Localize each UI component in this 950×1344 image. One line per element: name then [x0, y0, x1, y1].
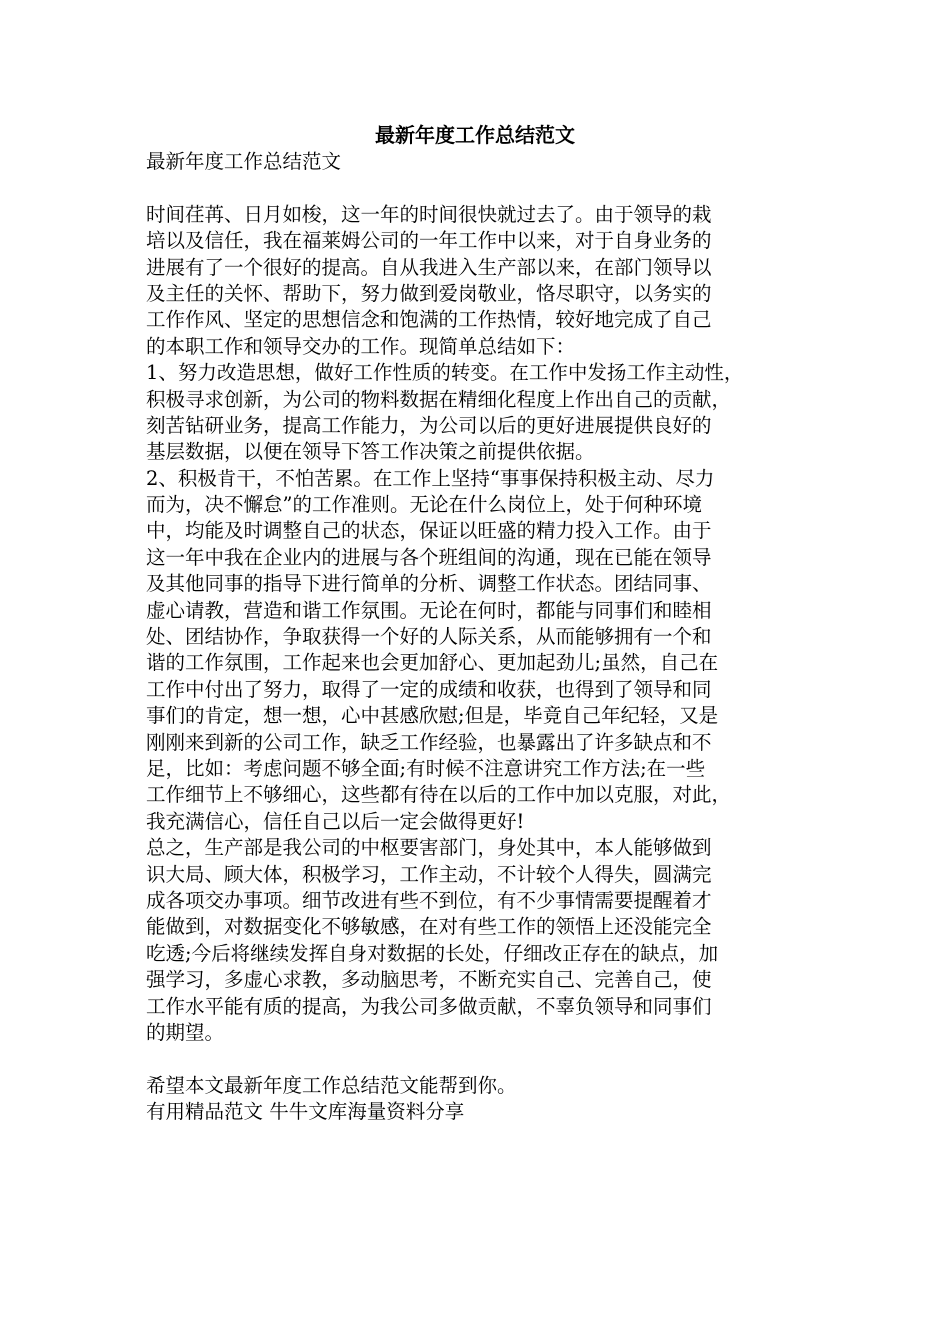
text-line: 工作细节上不够细心，这些都有待在以后的工作中加以克服，对此，: [146, 783, 732, 807]
text-line: 及其他同事的指导下进行简单的分析、调整工作状态。团结同事、: [146, 572, 712, 596]
text-line: 能做到，对数据变化不够敏感，在对有些工作的领悟上还没能完全: [146, 915, 712, 939]
text-line: 事们的肯定，想一想，心中甚感欣慰;但是，毕竟自己年纪轻，又是: [146, 704, 719, 728]
text-line: 的本职工作和领导交办的工作。现简单总结如下：: [146, 334, 576, 358]
text-line: 强学习，多虚心求教，多动脑思考，不断充实自己、完善自己，使: [146, 968, 712, 992]
text-line: 吃透;今后将继续发挥自身对数据的长处，仔细改正存在的缺点，加: [146, 941, 719, 965]
paragraph-point-1: [146, 360, 826, 466]
text-line: 培以及信任，我在福莱姆公司的一年工作中以来，对于自身业务的: [146, 229, 712, 253]
text-line: 谐的工作氛围，工作起来也会更加舒心、更加起劲儿;虽然，自己在: [146, 651, 719, 675]
text-line: 足，比如：考虑问题不够全面;有时候不注意讲究工作方法;在一些: [146, 756, 706, 780]
text-line: 基层数据，以便在领导下答工作决策之前提供依据。: [146, 440, 595, 464]
paragraph-point-2: [146, 466, 826, 835]
text-line: 成各项交办事项。细节改进有些不到位，有不少事情需要提醒着才: [146, 888, 712, 912]
text-line: 处、团结协作，争取获得一个好的人际关系，从而能够拥有一个和: [146, 625, 712, 649]
text-line: 这一年中我在企业内的进展与各个班组间的沟通，现在已能在领导: [146, 545, 712, 569]
text-line: 虚心请教，营造和谐工作氛围。无论在何时，都能与同事们和睦相: [146, 598, 712, 622]
text-line: 而为，决不懈怠”的工作准则。无论在什么岗位上，处于何种环境: [146, 493, 702, 517]
document-subtitle: 最新年度工作总结范文: [146, 150, 342, 173]
text-line: 2、积极肯干，不怕苦累。在工作上坚持“事事保持积极主动、尽力: [146, 466, 715, 490]
text-line: 工作作风、坚定的思想信念和饱满的工作热情，较好地完成了自己: [146, 308, 712, 332]
text-line: 中，均能及时调整自己的状态，保证以旺盛的精力投入工作。由于: [146, 519, 712, 543]
text-line: 刚刚来到新的公司工作，缺乏工作经验，也暴露出了许多缺点和不: [146, 730, 712, 754]
text-line: 时间荏苒、日月如梭，这一年的时间很快就过去了。由于领导的栽: [146, 202, 712, 226]
paragraph-summary: [146, 835, 826, 1046]
document-title: 最新年度工作总结范文: [375, 123, 575, 147]
text-line: 工作水平能有质的提高，为我公司多做贡献，不辜负领导和同事们: [146, 994, 712, 1018]
blank-line: [146, 1046, 826, 1072]
document-body: [146, 149, 826, 1125]
blank-line: [146, 175, 826, 201]
text-line: 总之，生产部是我公司的中枢要害部门，身处其中，本人能够做到: [146, 836, 712, 860]
footer-text: 有用精品范文 牛牛文库海量资料分享: [146, 1100, 465, 1124]
text-line: 工作中付出了努力，取得了一定的成绩和收获，也得到了领导和同: [146, 677, 712, 701]
paragraph-intro: [146, 202, 826, 360]
text-line: 积极寻求创新，为公司的物料数据在精细化程度上作出自己的贡献，: [146, 387, 732, 411]
text-line: 我充满信心，信任自己以后一定会做得更好!: [146, 809, 525, 833]
text-line: 及主任的关怀、帮助下，努力做到爱岗敬业，恪尽职守，以务实的: [146, 281, 712, 305]
text-line: 识大局、顾大体，积极学习，工作主动，不计较个人得失，圆满完: [146, 862, 712, 886]
text-line: 1、努力改造思想，做好工作性质的转变。在工作中发扬工作主动性，: [146, 361, 744, 385]
text-line: 刻苦钻研业务，提高工作能力，为公司以后的更好进展提供良好的: [146, 413, 712, 437]
closing-text: 希望本文最新年度工作总结范文能帮到你。: [146, 1073, 517, 1097]
text-line: 的期望。: [146, 1020, 225, 1044]
text-line: 进展有了一个很好的提高。自从我进入生产部以来，在部门领导以: [146, 255, 712, 279]
